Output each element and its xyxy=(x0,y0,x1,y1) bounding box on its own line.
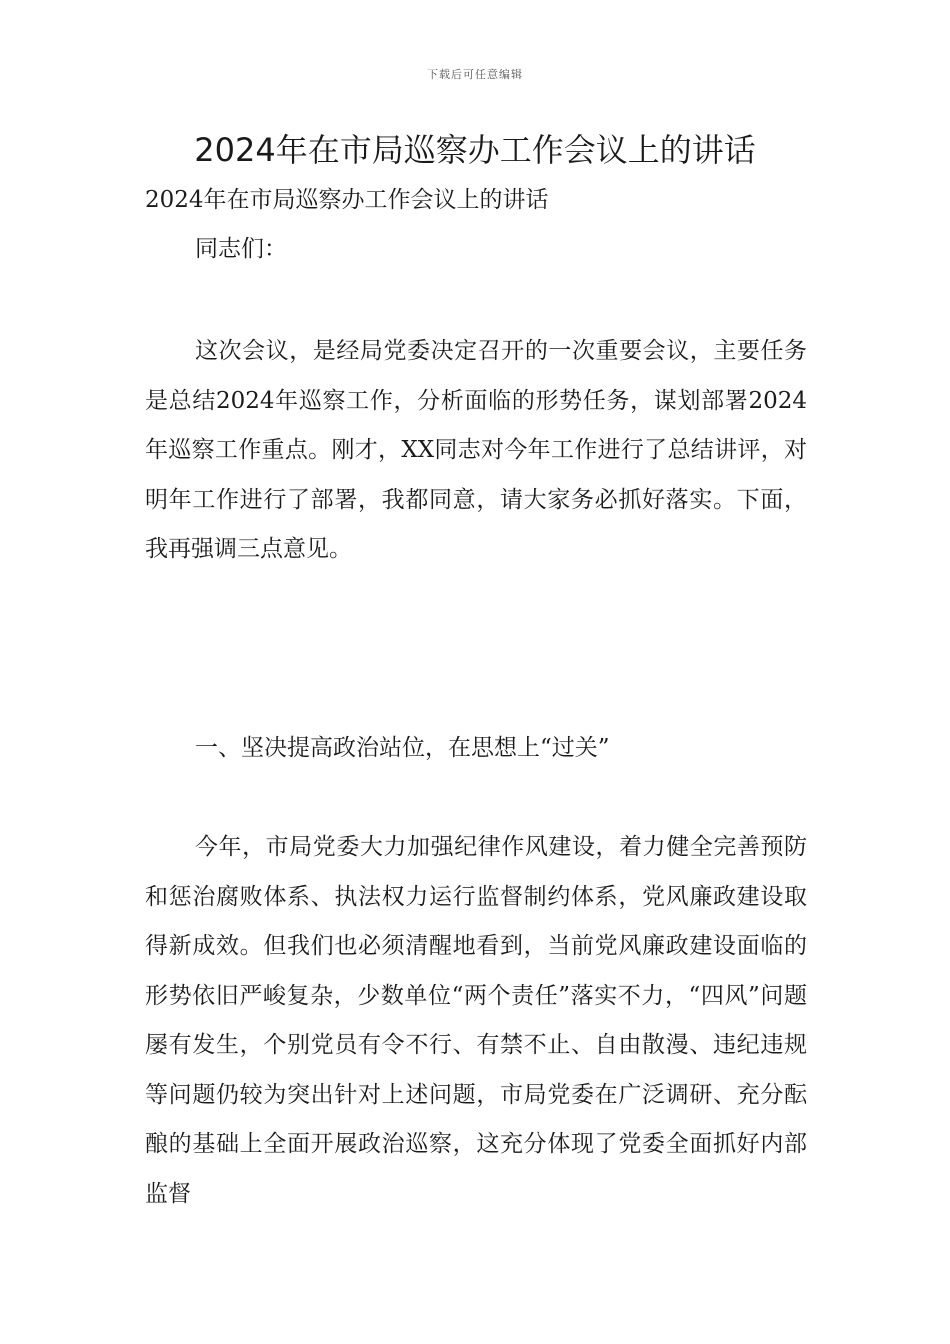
header-note: 下载后可任意编辑 xyxy=(427,68,523,81)
document-subtitle: 2024年在市局巡察办工作会议上的讲话 xyxy=(145,187,549,213)
salutation: 同志们： xyxy=(195,236,287,262)
document-title: 2024年在市局巡察办工作会议上的讲话 xyxy=(194,131,756,169)
paragraph-section-1: 今年，市局党委大力加强纪律作风建设，着力健全完善预防和惩治腐败体系、执法权力运行监督制约体系，党风廉政建设取得新成效。但我们也必须清醒地看到，当前党风廉政建设面临的形势依旧严峻复杂，少数单位“两个责任”落实不力，“四风”问题屡有发生，个别党员有令不行、有禁不止、自由散漫、违纪违规等问题仍较为突出针对上述问题，市局党委在广泛调研、充分酝酿的基础上全面开展政治巡察，这充分体现了党委全面抓好内部监督 xyxy=(145,834,807,1207)
section-heading-1: 一、坚决提高政治站位，在思想上“过关” xyxy=(195,735,610,761)
paragraph-intro: 这次会议，是经局党委决定召开的一次重要会议，主要任务是总结2024年巡察工作，分析面临的形势任务，谋划部署2024年巡察工作重点。刚才，XX同志对今年工作进行了总结讲评，对明年工作进行了部署，我都同意，请大家务必抓好落实。下面，我再强调三点意见。 xyxy=(145,338,807,562)
